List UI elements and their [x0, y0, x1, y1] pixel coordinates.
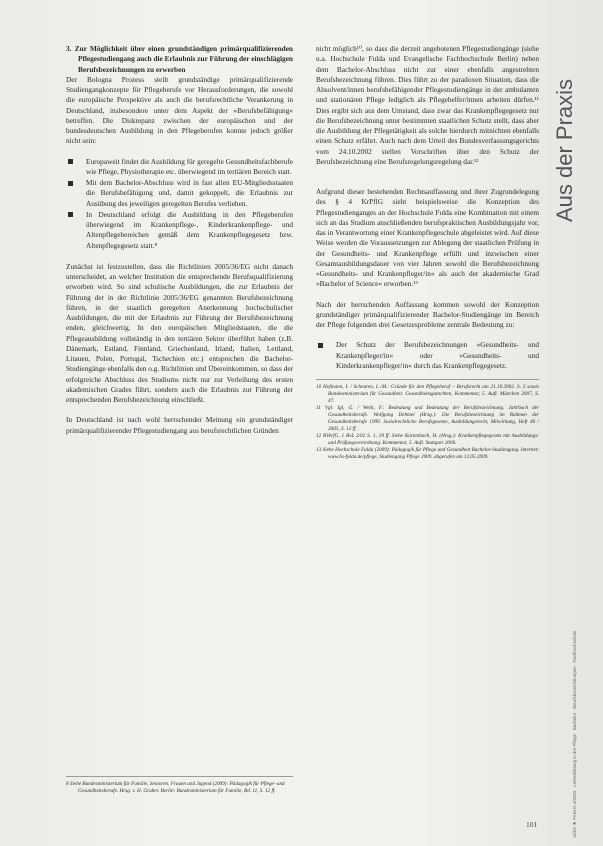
- bullet-item: Der Schutz der Berufsbezeichnungen »Gesundheits- und Krankenpfleger/in« oder »Gesundheits- und Kinderkrankenpfleger/in« durch das Krankenpflegegesetz.: [316, 340, 539, 371]
- footnote: 13 Siehe Hochschule Fulda (2009): Pädagogik für Pflege und Gesundheit Bachelor-Studiengang. Internet: www.hs-fulda.de/pflege, Studiengang Pflege 2009, abgerufen am 12.05.2009.: [316, 447, 539, 460]
- right-column: [316, 44, 539, 461]
- bullet-item: In Deutschland erfolgt die Ausbildung in den Pflegeberufen überwiegend im Krankenpflege-, Kinderkrankenpflege- und Altenpflegebereichen gemäß dem Krankenpflegegesetz bzw. Altenpflegegesetz statt.⁸: [66, 210, 293, 251]
- body-paragraph: Zunächst ist festzustellen, dass die Richtlinien 2005/36/EG nicht danach unterscheidet, an welcher Institution die entsprechende Berufsqualifizierung erworben wird. So sind schulische Ausbildungen, die zur Erlaubnis der Führung der in der Richtlinie 2005/36/EG genannten Berufsbezeichnung führen, in der staatlich geregelten Anerkennung hochschulischer Ausbildungen, die mit der Erlaubnis zur Führung der Berufsbezeichnung enden, gleichwertig. In den europäischen Mitgliedstaaten, die die Pflegeausbildung vollständig in den tertiären Sektor überführt haben (z.B. Dänemark, Estland, Finnland, Griechenland, Irland, Italien, Lettland, Litauen, Polen, Portugal, Tschechien etc.) entsprechen die Bachelor-Studiengänge ebenfalls den o.g. Richtlinien und Übereinkommen, so dass der erfolgreiche Abschluss des Studiums nicht nur zur Verleihung des ersten akademischen Grades führt, sondern auch die Erlaubnis zur Führung der entsprechenden Berufsbezeichnung einschließt.: [66, 261, 293, 404]
- body-paragraph: Nach der herrschenden Auffassung kommen sowohl der Konzeption grundständiger primärqualifizierender Bachelor-Studiengänge im Bereich der Pflege folgenden drei Gesetzesprobleme zentrale Bedeutung zu:: [316, 299, 539, 329]
- footnote: 10 Hofmann, I. / Scheuren, L.-M.: Gründe für den Pflegeberuf – Berufsrecht am 21.10.2002. S. 2 sowie Bundesministerium für Gesundheit. Gesundheitsgutachten, Kommentar, 5. Aufl. München 2007, S. 47.: [316, 384, 539, 404]
- running-header: 11/09 ■ PADUA 4/2009 · Lehrerbildung in der Pflege · Bachelor · Berufsbezeichnungen · Fachhochschule: [572, 630, 577, 838]
- footnote-divider: [316, 379, 539, 380]
- body-paragraph: Aufgrund dieser bestehenden Rechtsauffassung und ihrer Zugrundelegung des § 4 KrPflG sieht beispielsweise die Konzeption des Pflegestudienganges an der Hochschule Fulda eine Kombination mit einem sich an das Studium anschließenden berufspraktischen Ausbildungsjahr vor, das in Verantwortung einer Krankenpflegeschule abgeleistet wird. Auf diese Weise werden die Voraussetzungen zur Ablegung der staatlichen Prüfung in der Gesundheits- und Krankenpflege erfüllt und inzwischen einer Gesamtausbildungsdauer von vier Jahren sowohl die Berufsbezeichnung »Gesundheits- und Krankenpfleger/in« als auch der akademische Grad »Bachelor of Science« erworben.¹³: [316, 187, 539, 289]
- body-paragraph: nicht möglich¹⁰, so dass die derzeit angebotenen Pflegestudiengänge (siehe u.a. Hochschule Fulda und Evangelische Fachhochschule Berlin) neben dem Bachelor-Abschluss nicht zur einer ebenfalls angestrebten Berufsbezeichnung führen. Dies führt zu der paradoxen Situation, dass die Absolvent/innen berufsbefähigender Pflegestudiengänge in der ambulanten und stationären Pflege lediglich als Pflegehelfer/innen arbeiten dürfen.¹¹ Dies ergibt sich aus dem Umstand, dass zwar das Krankenpflegegesetz nur die Berufsbezeichnung unter bestimmten staatlichen Schutz stellt, dass aber die Ausbildung der Pflegetätigkeit als solche hierdurch mitnichten ebenfalls einen Schutz erfährt. Auch nach dem Urteil des Bundesverfassungsgerichts vom 24.10.2002 stellen Vorschriften über den Schutz der Berufsbezeichnung eine Berufsregelungsregelung dar.¹²: [316, 44, 539, 166]
- bullet-list: [66, 157, 293, 251]
- intro-paragraph: Der Bologna Prozess stellt grundständige primärqualifizierende Studiengangkonzepte für Pflegeberufe vor Herausforderungen, die sowohl die europäische Perspektive als auch die berufsrechtliche Verankerung in Deutschland, insbesondere unter dem Aspekt der »Berufsbefähigung« betreffen. Die Diskrepanz zwischen der europäischen und der bundesdeutschen Ausbildung in den Pflegeberufen konnte jedoch größer nicht sein:: [66, 74, 293, 146]
- section-heading: 3. Zur Möglichkeit über einen grundständigen primärqualifizierenden Pflegestudiengang auch die Erlaubnis zur Führung der einschlägigen Berufsbezeichnungen zu erwerben: [66, 44, 293, 74]
- left-footnotes: [66, 768, 293, 796]
- section-title-aus-der-praxis: Aus der Praxis: [552, 78, 577, 222]
- footnote: 8 Siehe Bundesministerium für Familie, Senioren, Frauen und Jugend (2009): Pädagogik für Pflege- und Gesundheitsberufe. Hrsg. v. H. Gruber. Berlin: Bundesministerium für Familie, Bd. 11, S. 12 ff.: [66, 781, 285, 794]
- bullet-item: Mit dem Bachelor-Abschluss wird in fast allen EU-Mitgliedsstaaten die Berufsbefähigung und, damit gekoppelt, die Erlaubnis zur Ausübung des jeweiligen geregelten Berufes verliehen.: [66, 178, 293, 209]
- bullet-item: Europaweit findet die Ausbildung für geregelte Gesundheitsfachberufe wie Pflege, Physiotherapie etc. überwiegend im tertiären Bereich statt.: [66, 157, 293, 178]
- footnote: 11 Vgl. Igl, G. / Welti, F.: Bedeutung und Bedeutung der Berufsbezeichnung. Jahrbuch der Gesundheitsberufe. Wolfgang Dehmel (Hrsg.): Die Berufsbezeichnung im Rahmen der Gesundheitsberufe 1999. Sozialrechtliche Berufsgesetze, Ausbildungsrecht, Mitwirkung, Heft 46 / 2003, S. 12 ff.: [316, 405, 539, 432]
- left-column: [66, 44, 293, 436]
- page-number: 101: [526, 820, 538, 829]
- footnote: 12 BVerfG, 1 BvL 2/02 S. 1, 18 ff. Siehe Kurtenbach, H. (Hrsg.): Krankenpflegegesetz mit Ausbildungs- und Prüfungsverordnung. Kommentar, 5. Aufl. Stuttgart 2006.: [316, 433, 539, 446]
- footnote-divider: [66, 776, 293, 777]
- bullet-list: [316, 340, 539, 371]
- body-paragraph: In Deutschland ist nach wohl herrschender Meinung ein grundständiger primärqualifizierender Pflegestudiengang aus berufsrechtlichen Gründen: [66, 415, 293, 435]
